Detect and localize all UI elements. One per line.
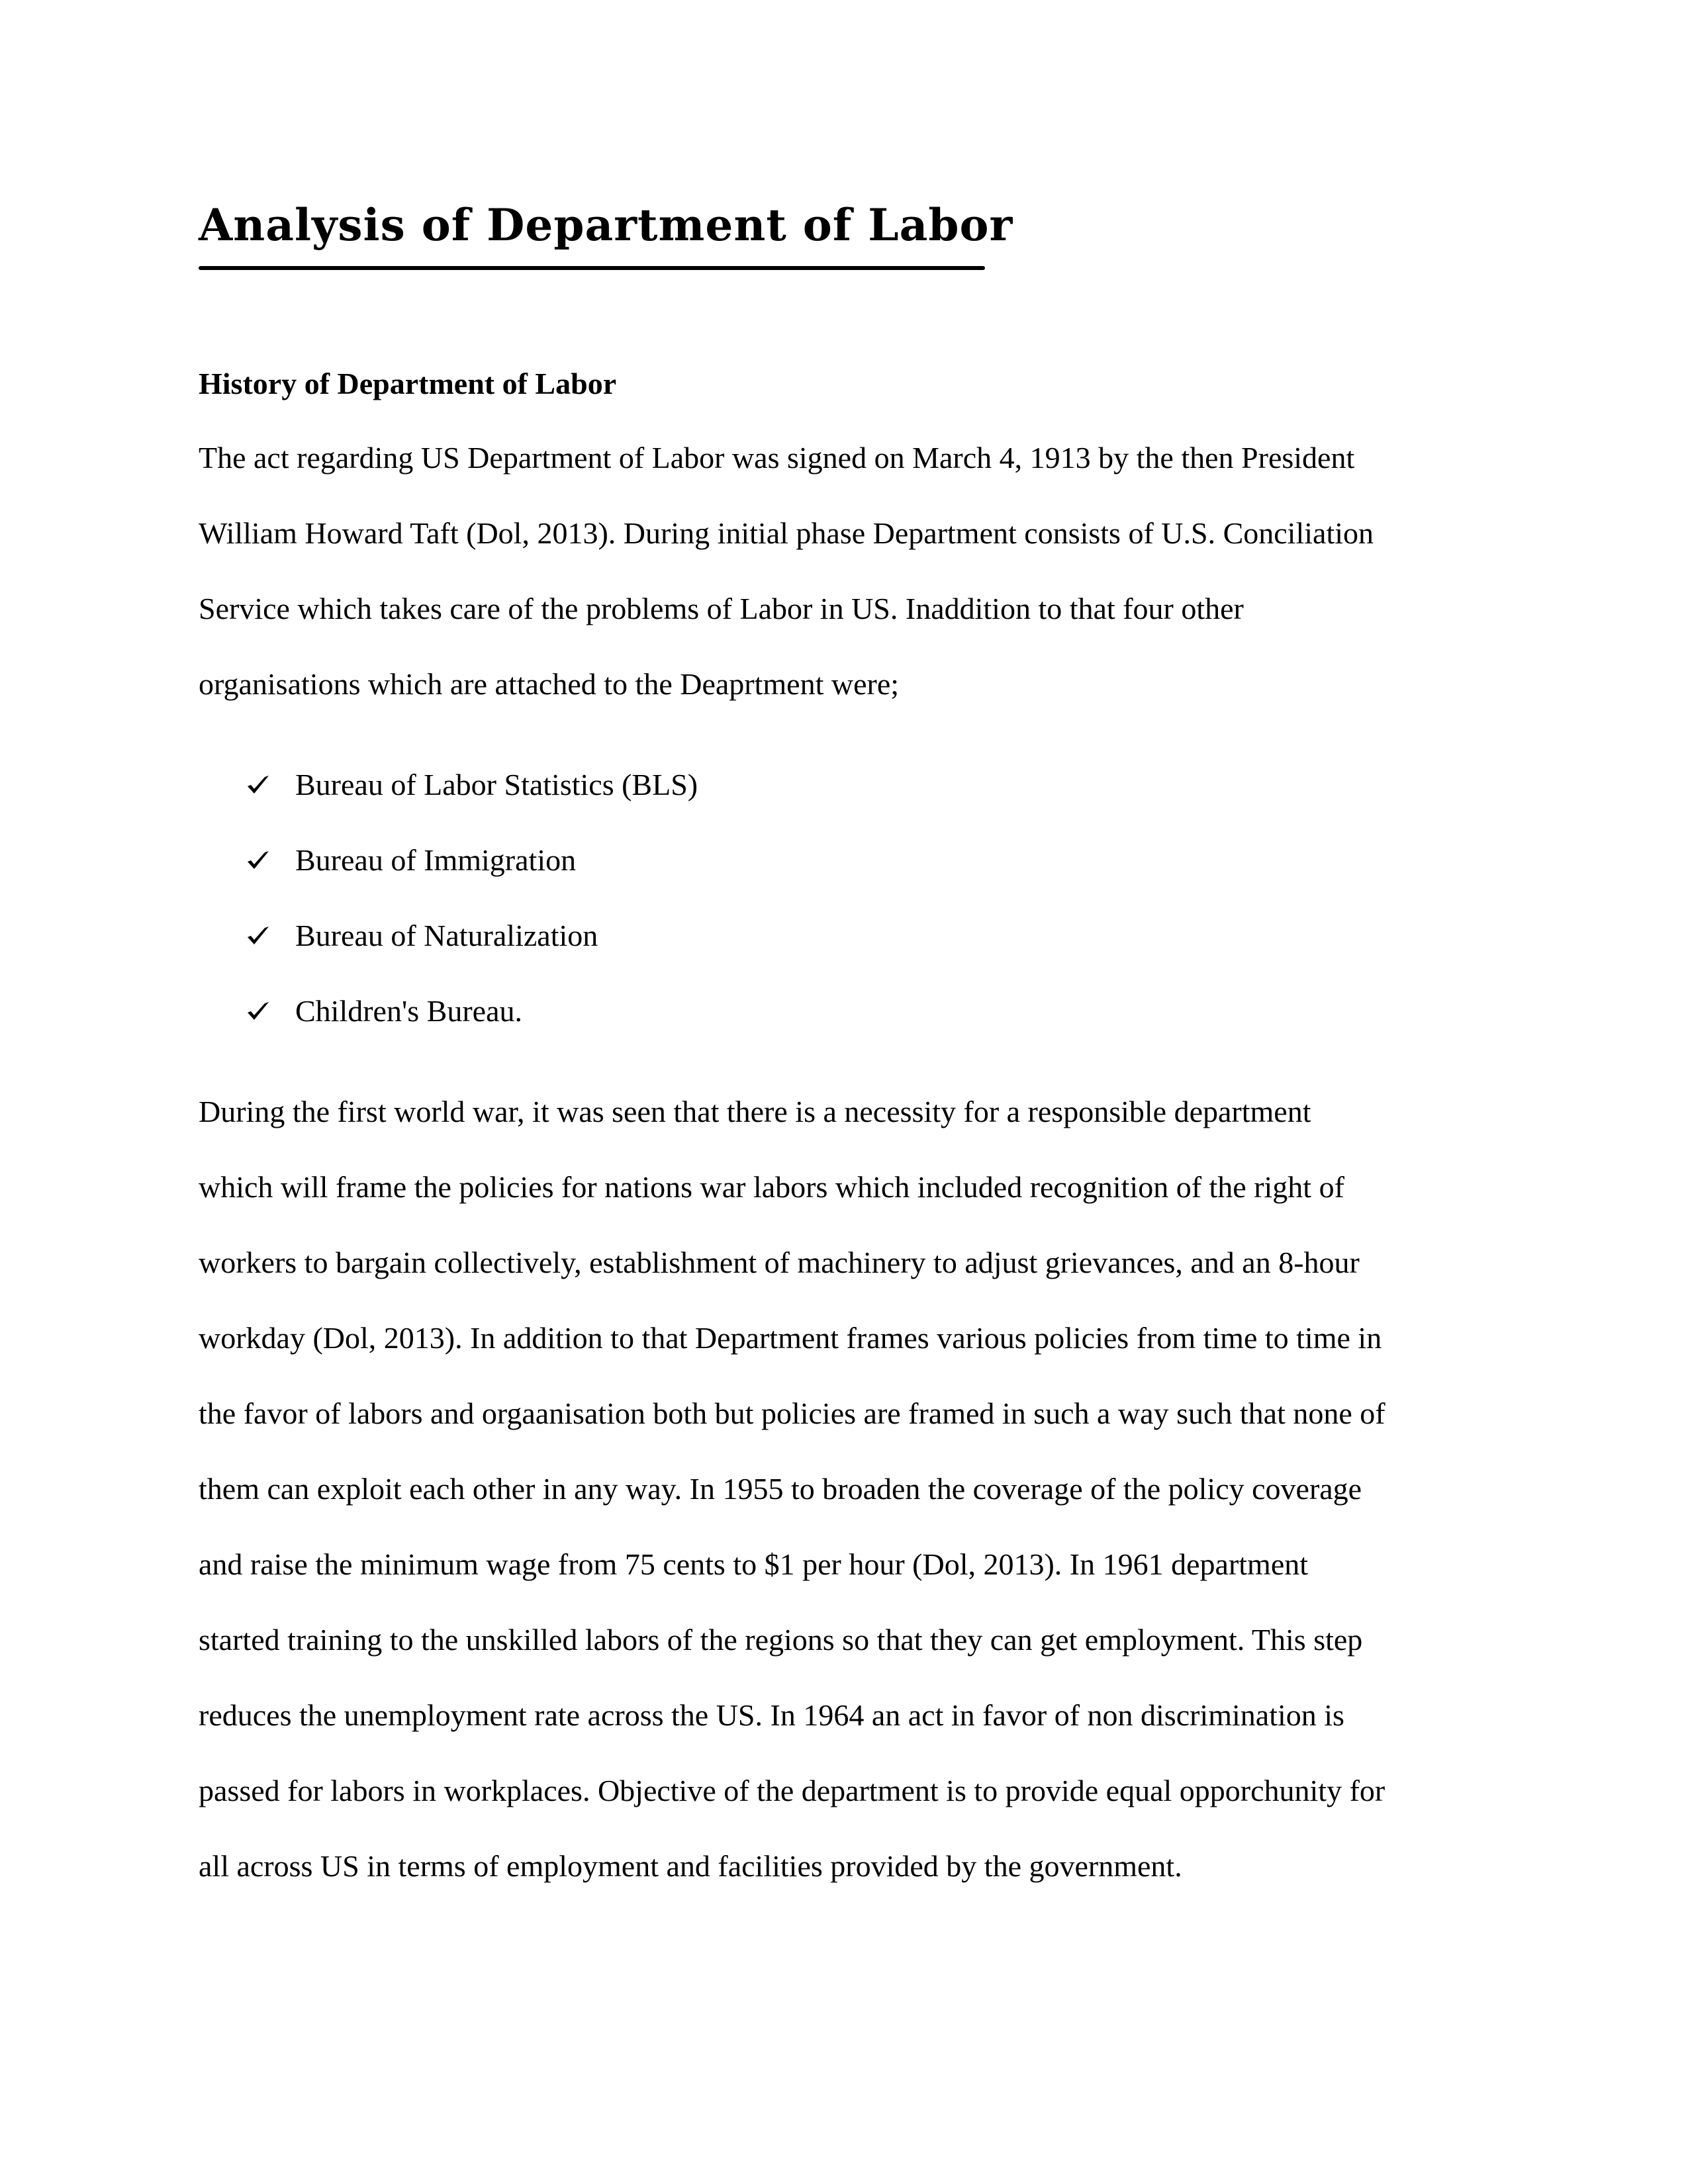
title-underline [199, 266, 985, 270]
paragraph-line: reduces the unemployment rate across the US. In 1964 an act in favor of non discrimination is [199, 1698, 1344, 1732]
list-item-label: Bureau of Labor Statistics (BLS) [295, 768, 698, 801]
paragraph-line: workday (Dol, 2013). In addition to that Department frames various policies from time to time in [199, 1321, 1382, 1355]
list-item [245, 993, 522, 1030]
paragraph-line: William Howard Taft (Dol, 2013). During initial phase Department consists of U.S. Conciliation [199, 516, 1374, 550]
list-item-label: Bureau of Naturalization [295, 919, 598, 952]
paragraph-line: The act regarding US Department of Labor was signed on March 4, 1913 by the then President [199, 441, 1355, 475]
paragraph-line: all across US in terms of employment and facilities provided by the government. [199, 1849, 1182, 1883]
list-item-label: Bureau of Immigration [295, 843, 577, 877]
paragraph-line: started training to the unskilled labors of the regions so that they can get employment. This step [199, 1623, 1363, 1657]
document-title: Analysis of Department of Labor [199, 199, 1013, 251]
paragraph-line: them can exploit each other in any way. In 1955 to broaden the coverage of the policy coverage [199, 1472, 1362, 1506]
section-heading: History of Department of Labor [199, 367, 617, 400]
paragraph-line: workers to bargain collectively, establishment of machinery to adjust grievances, and an 8-hour [199, 1246, 1360, 1279]
list-item [245, 842, 576, 879]
check-icon [245, 847, 271, 874]
list-item [245, 917, 598, 954]
paragraph-line: Service which takes care of the problems of Labor in US. Inaddition to that four other [199, 592, 1244, 625]
paragraph-line: which will frame the policies for nations war labors which included recognition of the right of [199, 1170, 1344, 1204]
check-icon [245, 772, 271, 798]
paragraph-line: and raise the minimum wage from 75 cents to $1 per hour (Dol, 2013). In 1961 department [199, 1547, 1309, 1581]
paragraph-line: During the first world war, it was seen that there is a necessity for a responsible department [199, 1095, 1311, 1128]
check-icon [245, 998, 271, 1024]
list-item-label: Children's Bureau. [295, 994, 523, 1028]
list-item [245, 766, 698, 803]
paragraph-line: passed for labors in workplaces. Objective of the department is to provide equal opporchunity for [199, 1774, 1385, 1807]
check-icon [245, 923, 271, 949]
paragraph-line: the favor of labors and orgaanisation both but policies are framed in such a way such that none of [199, 1396, 1385, 1430]
paragraph-line: organisations which are attached to the Deaprtment were; [199, 667, 900, 701]
